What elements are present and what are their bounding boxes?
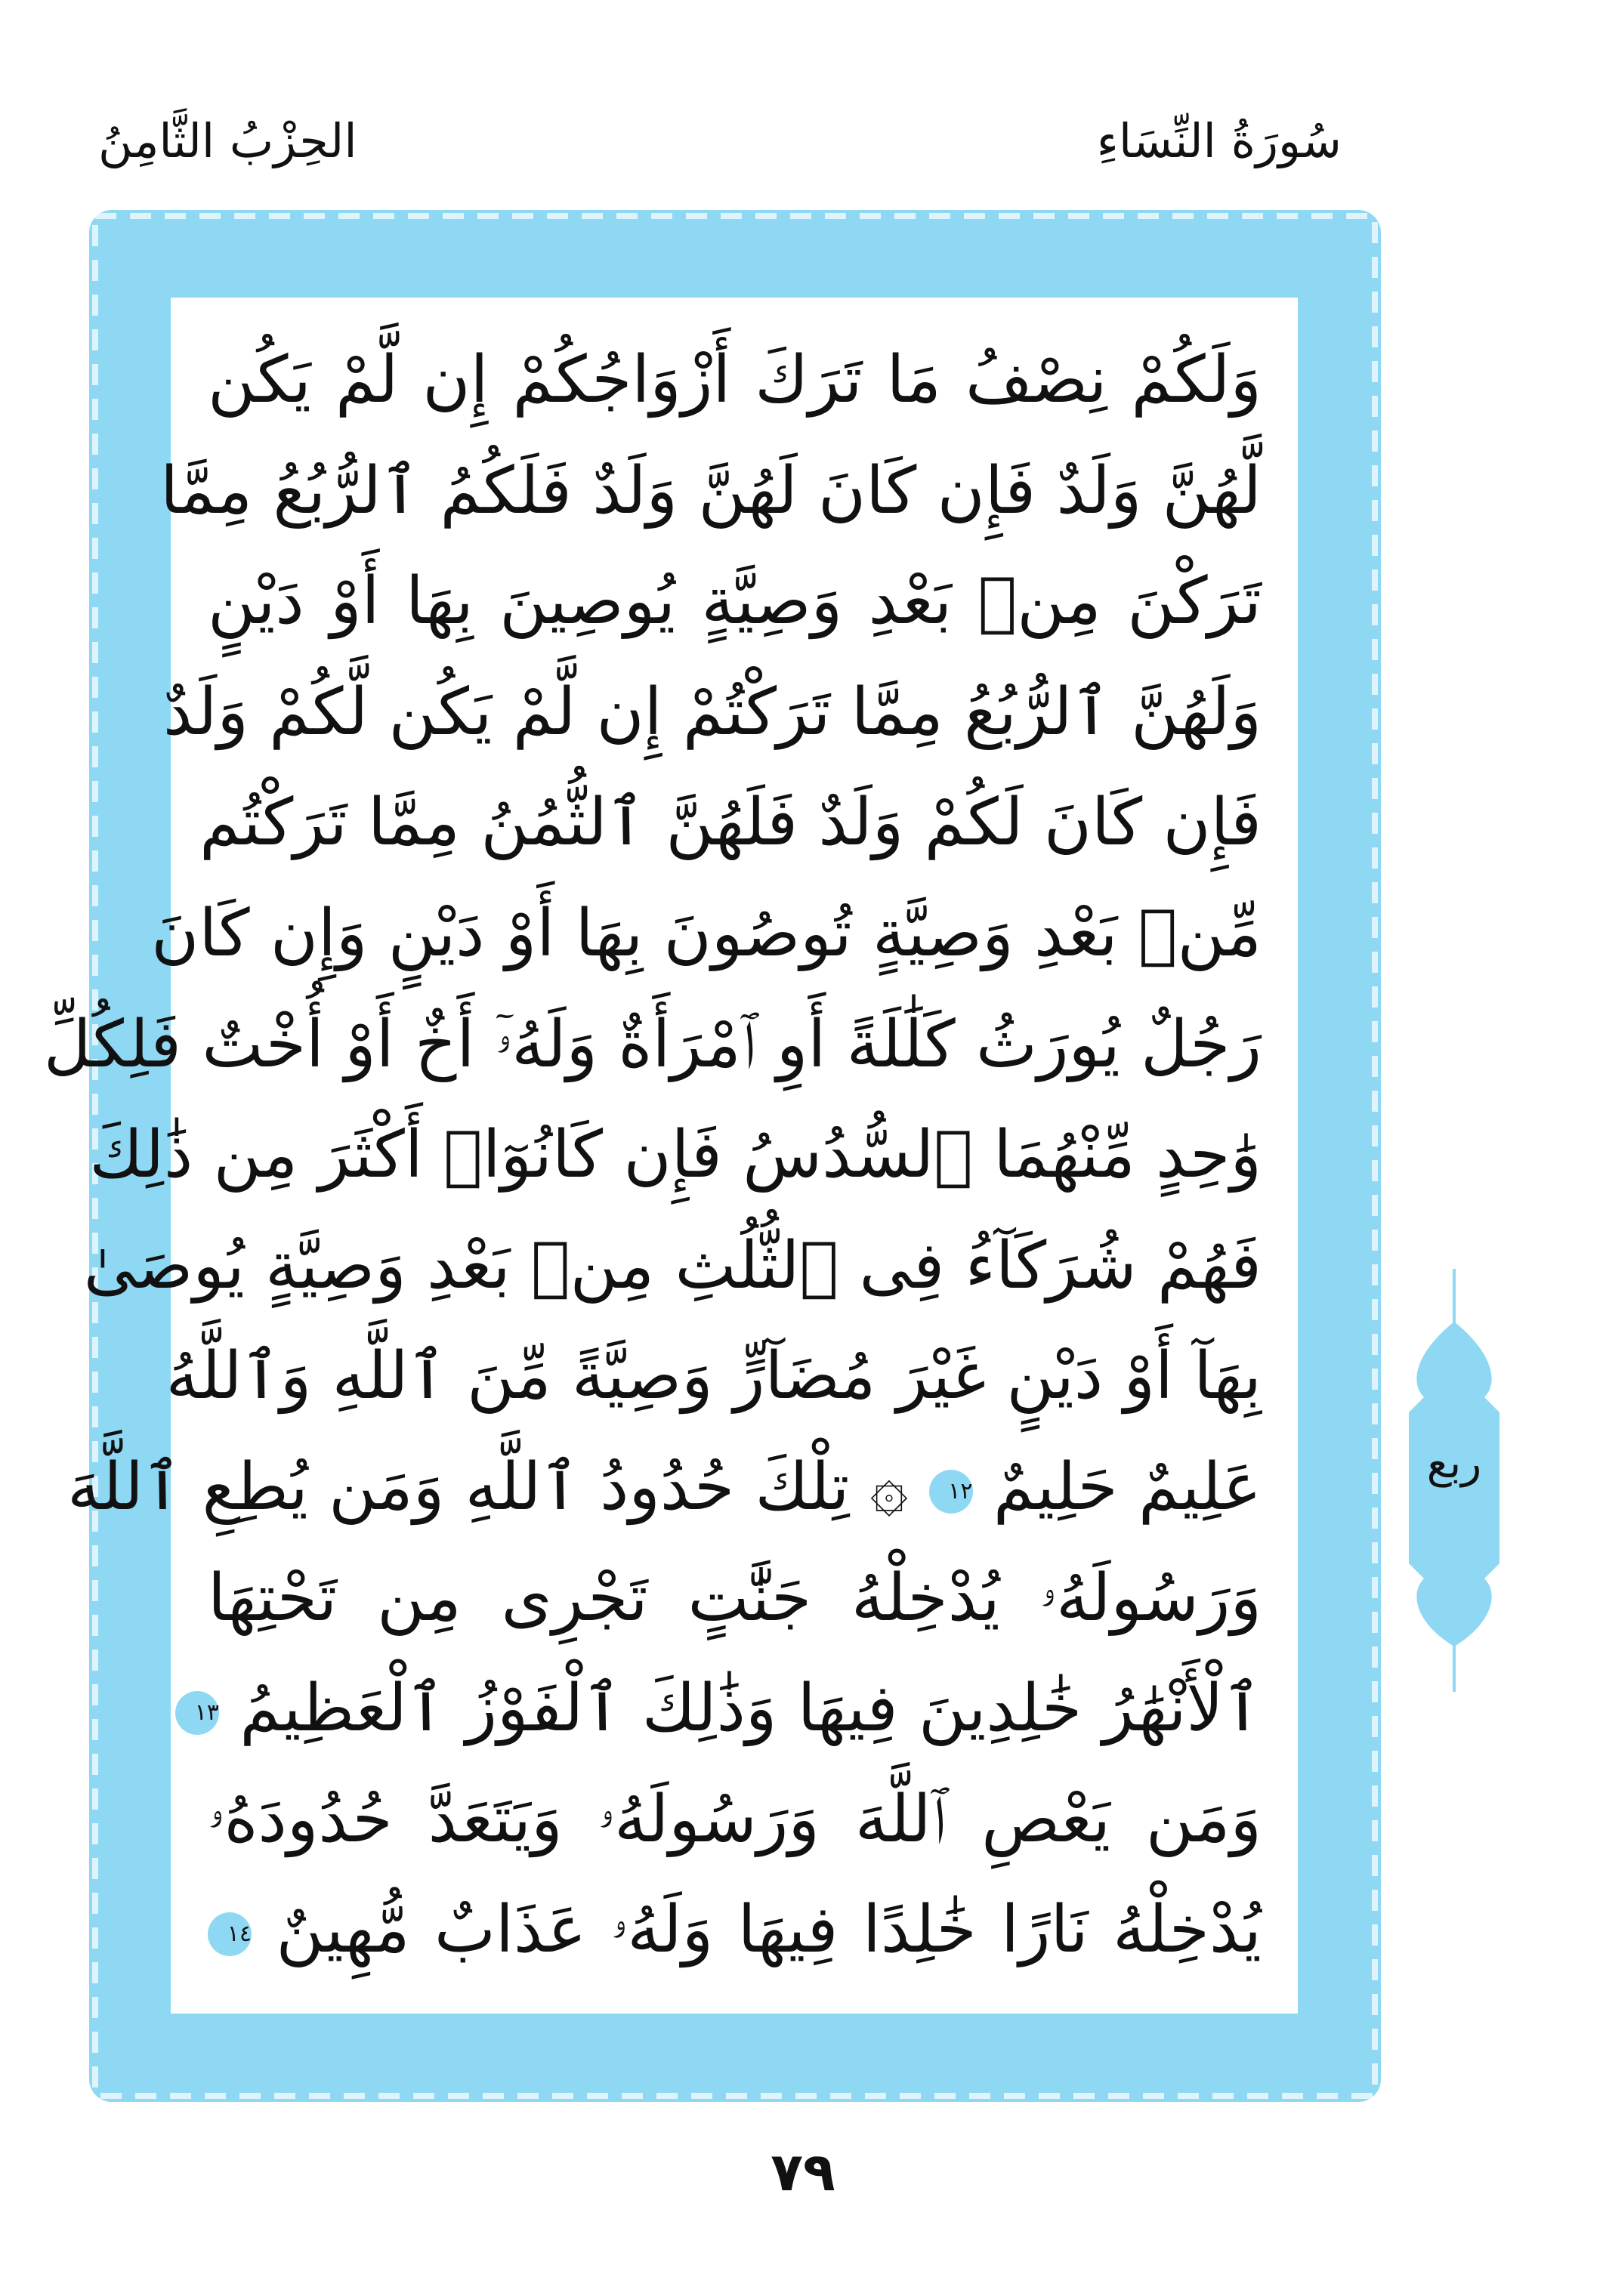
quran-text	[43, 325, 1262, 1986]
verse-line	[67, 1432, 1262, 1543]
verse-line: مِّنۢ بَعْدِ وَصِيَّةٍ تُوصُونَ بِهَا أَوْ دَيْنٍ وَإِن كَانَ	[151, 895, 1262, 971]
verse-line: تَرَكْنَ مِنۢ بَعْدِ وَصِيَّةٍ يُوصِينَ بِهَا أَوْ دَيْنٍ	[208, 563, 1262, 640]
verse-line: فَهُمْ شُرَكَآءُ فِى ٱلثُّلُثِ مِنۢ بَعْدِ وَصِيَّةٍ يُوصَىٰ	[83, 1227, 1262, 1304]
verse-line	[208, 1875, 1262, 1986]
rub-label: ربع	[1426, 1439, 1482, 1488]
verse-line: لَّهُنَّ وَلَدٌ فَإِن كَانَ لَهُنَّ وَلَدٌ فَلَكُمُ ٱلرُّبُعُ مِمَّا	[160, 452, 1262, 529]
verse-line: وَلَهُنَّ ٱلرُّبُعُ مِمَّا تَرَكْتُمْ إِن لَّمْ يَكُن لَّكُمْ وَلَدٌ	[163, 674, 1262, 750]
hizb-title: الحِزْبُ الثَّامِنُ	[98, 113, 357, 168]
verse-line: وَٰحِدٍ مِّنْهُمَا ٱلسُّدُسُ فَإِن كَانُوٓا۟ أَكْثَرَ مِن ذَٰلِكَ	[89, 1117, 1262, 1193]
verse-text: عَلِيمٌ حَلِيمٌ	[993, 1449, 1262, 1525]
verse-text: ۞ تِلْكَ حُدُودُ ٱللَّهِ وَمَن يُطِعِ ٱللَّهَ	[67, 1449, 909, 1525]
verse-line: فَإِن كَانَ لَكُمْ وَلَدٌ فَلَهُنَّ ٱلثُّمُنُ مِمَّا تَرَكْتُم	[199, 785, 1262, 861]
verse-line: وَمَن يَعْصِ ٱللَّهَ وَرَسُولَهُۥ وَيَتَعَدَّ حُدُودَهُۥ	[208, 1781, 1262, 1857]
verse-line: وَلَكُمْ نِصْفُ مَا تَرَكَ أَزْوَاجُكُمْ إِن لَّمْ يَكُن	[208, 342, 1262, 418]
ayah-number-marker: ١٢	[929, 1470, 973, 1514]
ayah-number-marker: ١٣	[175, 1691, 219, 1735]
ayah-number-marker: ١٤	[208, 1912, 252, 1956]
page-number: ٧٩	[771, 2141, 835, 2203]
verse-line	[194, 1653, 1262, 1764]
verse-line: رَجُلٌ يُورَثُ كَلَٰلَةً أَوِ ٱمْرَأَةٌ وَلَهُۥٓ أَخٌ أَوْ أُخْتٌ فَلِكُلِّ	[43, 1006, 1262, 1082]
verse-line: وَرَسُولَهُۥ يُدْخِلْهُ جَنَّٰتٍ تَجْرِى مِن تَحْتِهَا	[208, 1560, 1262, 1636]
surah-title: سُورَةُ النِّسَاءِ	[1096, 113, 1342, 168]
verse-text: ٱلْأَنْهَٰرُ خَٰلِدِينَ فِيهَا وَذَٰلِكَ ٱلْفَوْزُ ٱلْعَظِيمُ	[239, 1671, 1262, 1747]
verse-line: بِهَآ أَوْ دَيْنٍ غَيْرَ مُضَآرٍّ وَصِيَّةً مِّنَ ٱللَّهِ وَٱللَّهُ	[165, 1338, 1262, 1415]
verse-text: يُدْخِلْهُ نَارًا خَٰلِدًا فِيهَا وَلَهُۥ عَذَابٌ مُّهِينٌ	[276, 1892, 1262, 1968]
